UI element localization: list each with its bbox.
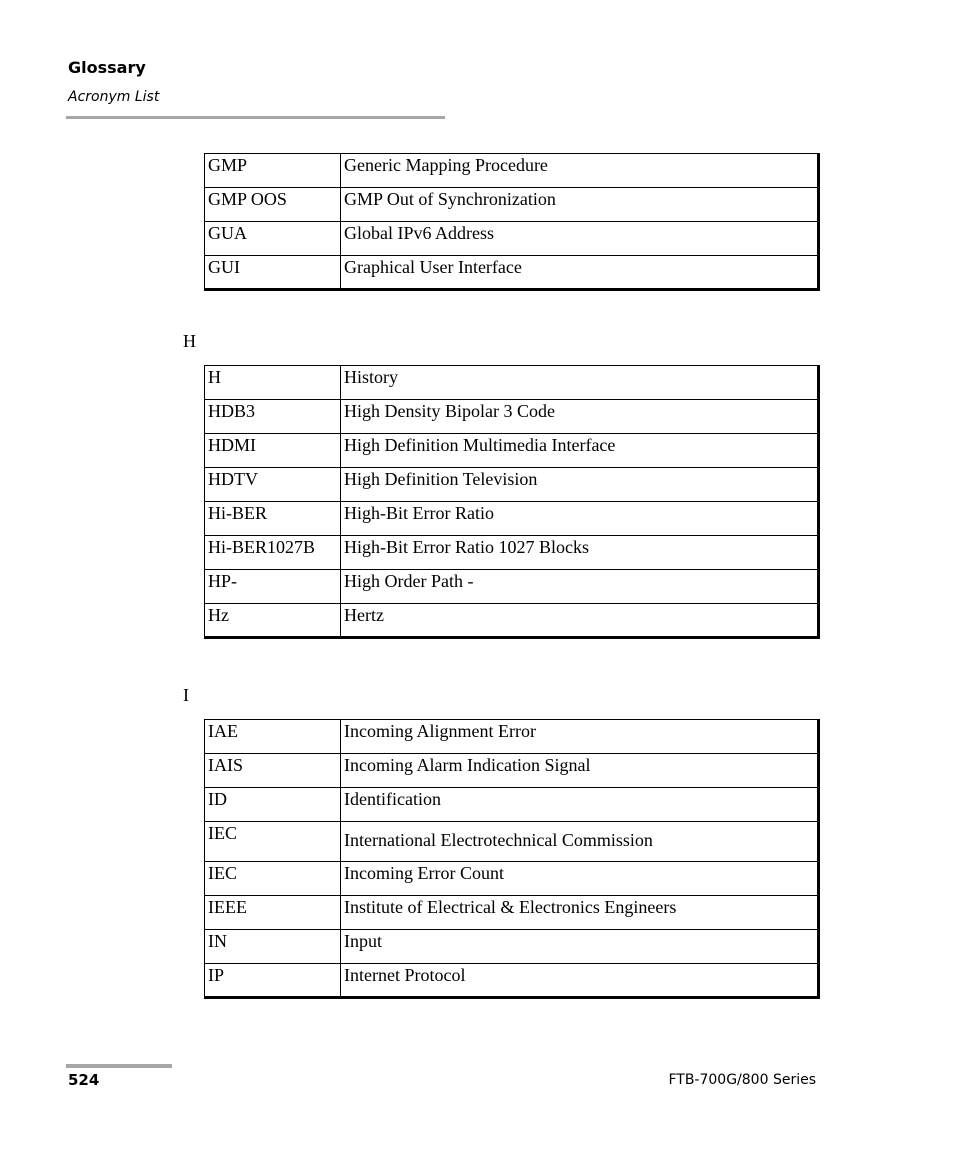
definition-cell: Hertz [341, 604, 819, 638]
acronym-cell: IEC [205, 862, 341, 896]
table-row [205, 570, 819, 604]
definition-cell: Incoming Alignment Error [341, 720, 819, 754]
definition-cell: High-Bit Error Ratio [341, 502, 819, 536]
definition-cell: Graphical User Interface [341, 256, 819, 290]
table-row [205, 400, 819, 434]
table-row [205, 502, 819, 536]
acronym-table-i [204, 719, 820, 999]
acronym-cell: IN [205, 930, 341, 964]
table-row [205, 154, 819, 188]
acronym-cell: Hi-BER1027B [205, 536, 341, 570]
definition-cell: High Definition Multimedia Interface [341, 434, 819, 468]
definition-cell: GMP Out of Synchronization [341, 188, 819, 222]
acronym-cell: Hz [205, 604, 341, 638]
acronym-cell: H [205, 366, 341, 400]
section-letter-i: I [183, 685, 189, 705]
acronym-cell: HDMI [205, 434, 341, 468]
table-row [205, 720, 819, 754]
table-row [205, 536, 819, 570]
definition-cell: Generic Mapping Procedure [341, 154, 819, 188]
acronym-table-g [204, 153, 820, 291]
acronym-cell: GUA [205, 222, 341, 256]
definition-cell: High-Bit Error Ratio 1027 Blocks [341, 536, 819, 570]
table-row [205, 930, 819, 964]
footer-rule [66, 1064, 172, 1068]
acronym-cell: Hi-BER [205, 502, 341, 536]
acronym-cell: GMP OOS [205, 188, 341, 222]
table-row [205, 862, 819, 896]
acronym-cell: IP [205, 964, 341, 998]
section-letter-h: H [183, 331, 196, 351]
page-number: 524 [68, 1071, 100, 1089]
table-row [205, 468, 819, 502]
table-row [205, 366, 819, 400]
acronym-cell: HDTV [205, 468, 341, 502]
acronym-cell: IAIS [205, 754, 341, 788]
definition-cell: Input [341, 930, 819, 964]
definition-cell: Internet Protocol [341, 964, 819, 998]
table-row [205, 964, 819, 998]
definition-cell: High Definition Television [341, 468, 819, 502]
acronym-cell: HDB3 [205, 400, 341, 434]
definition-cell: Incoming Alarm Indication Signal [341, 754, 819, 788]
page-title: Glossary [68, 58, 146, 77]
definition-cell: Institute of Electrical & Electronics Engineers [341, 896, 819, 930]
acronym-cell: GMP [205, 154, 341, 188]
table-row [205, 256, 819, 290]
acronym-cell: HP- [205, 570, 341, 604]
acronym-cell: IEC [205, 822, 341, 862]
acronym-table-h [204, 365, 820, 639]
definition-cell: Incoming Error Count [341, 862, 819, 896]
table-row [205, 188, 819, 222]
definition-cell: High Order Path - [341, 570, 819, 604]
table-row [205, 822, 819, 862]
table-row [205, 222, 819, 256]
table-row [205, 896, 819, 930]
definition-cell: Global IPv6 Address [341, 222, 819, 256]
definition-cell: Identification [341, 788, 819, 822]
table-row [205, 754, 819, 788]
table-row [205, 434, 819, 468]
product-series: FTB-700G/800 Series [668, 1072, 816, 1088]
definition-cell: International Electrotechnical Commission [341, 822, 819, 862]
table-row [205, 604, 819, 638]
acronym-cell: GUI [205, 256, 341, 290]
page-subtitle: Acronym List [68, 89, 160, 105]
header-rule [66, 116, 445, 119]
table-row [205, 788, 819, 822]
definition-cell: History [341, 366, 819, 400]
acronym-cell: ID [205, 788, 341, 822]
acronym-cell: IAE [205, 720, 341, 754]
acronym-cell: IEEE [205, 896, 341, 930]
definition-cell: High Density Bipolar 3 Code [341, 400, 819, 434]
